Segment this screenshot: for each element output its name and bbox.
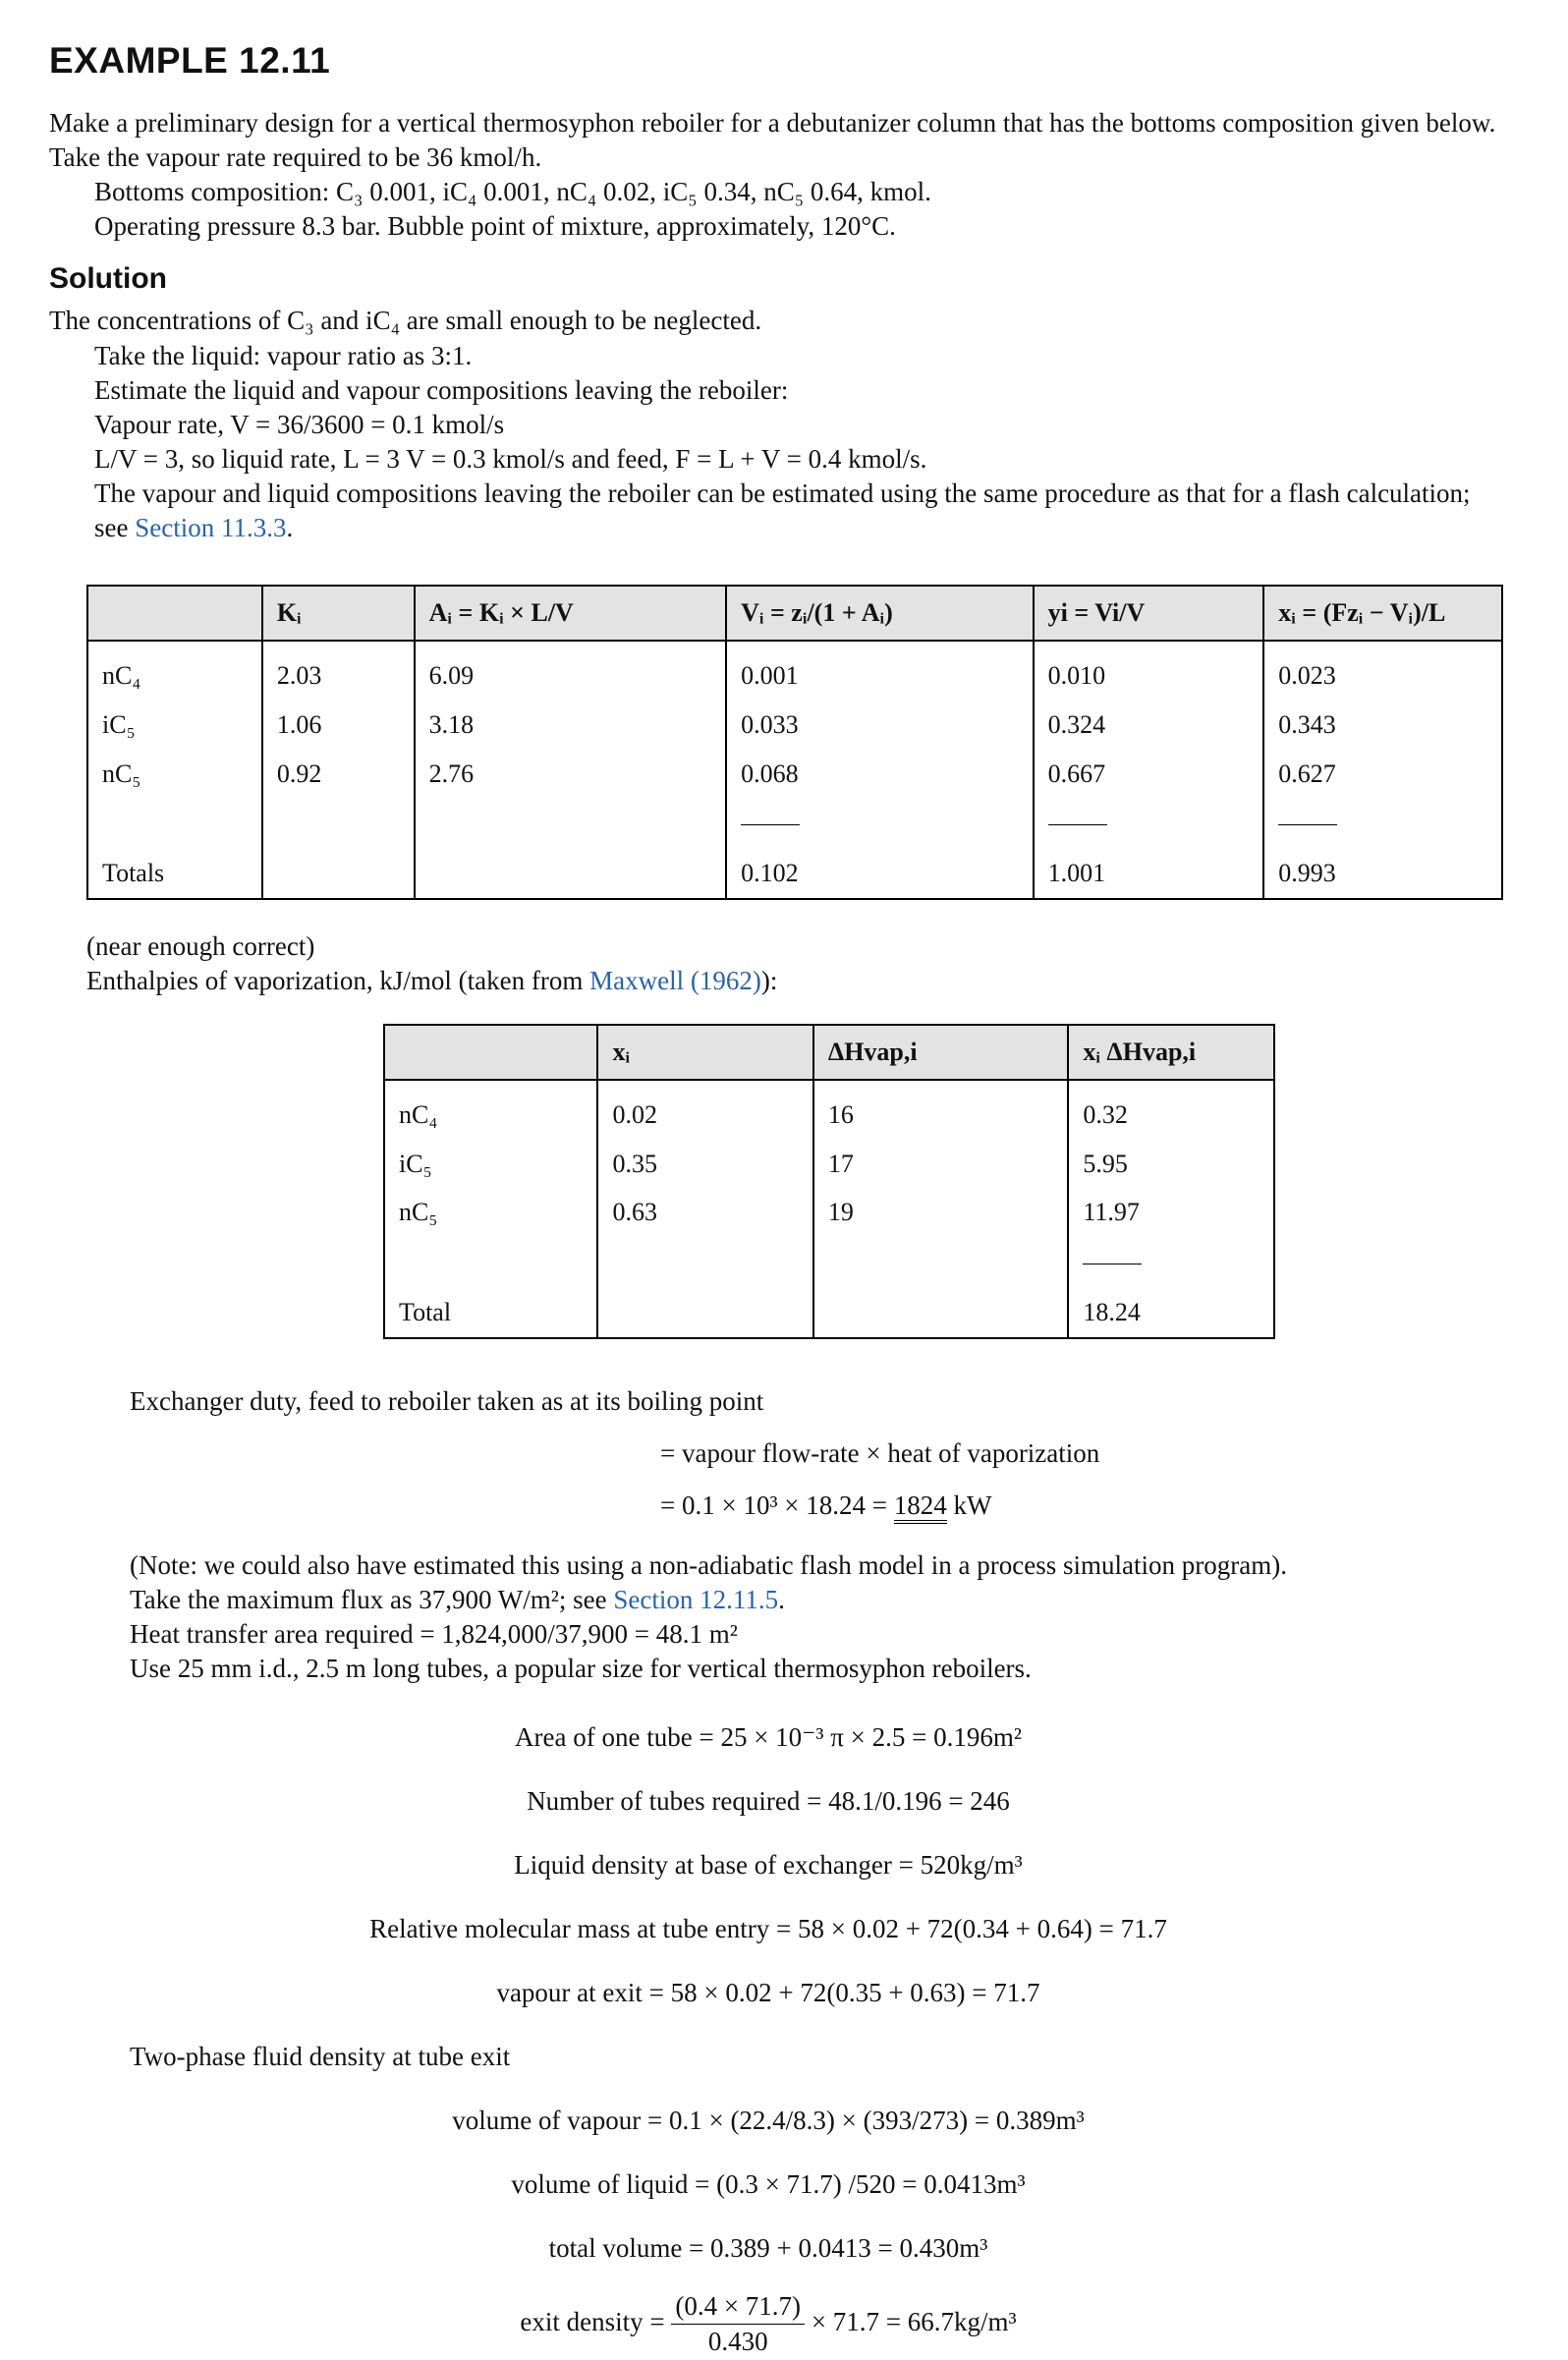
table-row <box>384 1080 1274 1140</box>
two-phase-line: Two-phase fluid density at tube exit <box>130 2042 511 2071</box>
exit-density-label: exit density = <box>520 2307 672 2337</box>
max-flux-end: . <box>778 1585 785 1615</box>
table-cell: 2.03 <box>262 641 415 701</box>
vapour-rate-line: Vapour rate, V = 36/3600 = 0.1 kmol/s <box>94 409 505 439</box>
component-cell: nC₅ <box>384 1188 597 1237</box>
liquid-density-equation: Liquid density at base of exchanger = 520kg/m³ <box>514 1849 1023 1880</box>
header-cell: xᵢ = (Fzᵢ − Vᵢ)/L <box>1263 586 1502 641</box>
table-cell: 11.97 <box>1068 1188 1274 1237</box>
solution-line-1: The concentrations of C₃ and iC₄ are small enough to be neglected. <box>49 306 762 336</box>
header-cell: Vᵢ = zᵢ/(1 + Aᵢ) <box>726 586 1034 641</box>
total-row <box>384 1286 1274 1338</box>
maxwell-1962-link[interactable]: Maxwell (1962) <box>589 966 761 995</box>
table-cell: 0.010 <box>1034 641 1264 701</box>
component-cell: iC₅ <box>87 701 262 750</box>
duty-result: 1824 <box>894 1490 947 1524</box>
component-cell: nC₅ <box>87 750 262 799</box>
table-cell: 0.068 <box>726 750 1034 799</box>
header-cell: Kᵢ <box>262 586 415 641</box>
sum-rule-row <box>87 798 1502 847</box>
exit-density-fraction <box>671 2289 805 2359</box>
max-flux-line <box>130 1583 1503 1617</box>
section-11-3-3-link[interactable]: Section 11.3.3 <box>135 513 287 543</box>
vapour-volume-equation: volume of vapour = 0.1 × (22.4/8.3) × (393/273) = 0.389m³ <box>452 2106 1085 2136</box>
header-cell: xᵢ ΔHvap,i <box>1068 1025 1274 1080</box>
enthalpy-text-end: ): <box>760 966 778 995</box>
tube-size-line: Use 25 mm i.d., 2.5 m long tubes, a popular size for vertical thermosyphon reboilers. <box>130 1654 1032 1684</box>
table-cell: 0.32 <box>1068 1080 1274 1140</box>
composition-table-header <box>87 586 1502 641</box>
solution-line-3: Estimate the liquid and vapour compositions leaving the reboiler: <box>94 374 789 405</box>
composition-table <box>86 585 1503 900</box>
table-cell: 19 <box>813 1188 1068 1237</box>
duty-equation-text: = 0.1 × 10³ × 18.24 = <box>660 1490 894 1521</box>
table-row <box>87 750 1502 799</box>
component-cell: iC₅ <box>384 1140 597 1189</box>
component-cell: nC₄ <box>87 641 262 701</box>
enthalpy-heading <box>86 964 1503 998</box>
table-cell: 3.18 <box>415 701 726 750</box>
sum-rule <box>1048 824 1107 825</box>
duty-equation-2 <box>660 1489 1503 1523</box>
duty-unit: kW <box>946 1490 992 1521</box>
table-cell: 0.343 <box>1263 701 1502 750</box>
table-cell: 2.76 <box>415 750 726 799</box>
header-cell: Aᵢ = Kᵢ × L/V <box>415 586 726 641</box>
sum-rule <box>741 824 800 825</box>
exit-density-equation <box>130 2289 1407 2359</box>
table-cell: 0.02 <box>597 1080 812 1140</box>
table-cell: 0.627 <box>1263 750 1502 799</box>
document-page <box>49 37 1503 2360</box>
header-cell: ΔHvap,i <box>813 1025 1068 1080</box>
total-cell: 0.102 <box>726 847 1034 899</box>
enthalpy-table <box>383 1024 1275 1339</box>
header-cell <box>87 586 262 641</box>
calculation-section <box>130 1384 1503 2360</box>
flash-procedure-text: The vapour and liquid compositions leaving the reboiler can be estimated using the same procedure as that for a flash calculation; see <box>94 478 1471 543</box>
duty-equation-1: = vapour flow-rate × heat of vaporization <box>660 1437 1100 1468</box>
table-row <box>384 1140 1274 1189</box>
table-cell: 0.324 <box>1034 701 1264 750</box>
table-row <box>87 641 1502 701</box>
enthalpy-table-header <box>384 1025 1274 1080</box>
totals-row <box>87 847 1502 899</box>
liquid-rate-line: L/V = 3, so liquid rate, L = 3 V = 0.3 kmol/s and feed, F = L + V = 0.4 kmol/s. <box>94 443 927 474</box>
simulation-note: (Note: we could also have estimated this using a non-adiabatic flash model in a process simulation program). <box>130 1550 1287 1581</box>
tube-area-equation: Area of one tube = 25 × 10⁻³ π × 2.5 = 0.196m² <box>515 1721 1022 1752</box>
intro-paragraph: Make a preliminary design for a vertical thermosyphon reboiler for a debutanizer column that has the bottoms composition given below. Take the vapour rate required to be 36 kmol/h. <box>49 108 1496 173</box>
table-cell: 0.023 <box>1263 641 1502 701</box>
solution-line-2: Take the liquid: vapour ratio as 3:1. <box>94 340 473 370</box>
table-cell: 5.95 <box>1068 1140 1274 1189</box>
table-cell: 6.09 <box>415 641 726 701</box>
total-cell: 18.24 <box>1068 1286 1274 1338</box>
section-12-11-5-link[interactable]: Section 12.11.5 <box>613 1585 779 1615</box>
exit-density-result: × 71.7 = 66.7kg/m³ <box>805 2307 1017 2337</box>
sum-rule-row <box>384 1237 1274 1286</box>
tube-count-equation: Number of tubes required = 48.1/0.196 = 246 <box>527 1785 1010 1816</box>
table-row <box>384 1188 1274 1237</box>
header-cell <box>384 1025 597 1080</box>
header-cell: yi = Vi/V <box>1034 586 1264 641</box>
liquid-volume-equation: volume of liquid = (0.3 × 71.7) /520 = 0.0413m³ <box>511 2169 1026 2200</box>
rmm-entry-equation: Relative molecular mass at tube entry = 58 × 0.02 + 72(0.34 + 0.64) = 71.7 <box>369 1913 1167 1943</box>
table-cell: 0.033 <box>726 701 1034 750</box>
example-title: EXAMPLE 12.11 <box>49 40 331 81</box>
total-cell: 0.993 <box>1263 847 1502 899</box>
total-volume-equation: total volume = 0.389 + 0.0413 = 0.430m³ <box>548 2233 988 2264</box>
solution-heading: Solution <box>49 262 167 296</box>
totals-label: Totals <box>87 847 262 899</box>
table-cell: 0.35 <box>597 1140 812 1189</box>
near-enough-note: (near enough correct) <box>86 930 315 961</box>
table-cell: 16 <box>813 1080 1068 1140</box>
fraction-numerator: (0.4 × 71.7) <box>671 2289 805 2325</box>
table-cell: 0.667 <box>1034 750 1264 799</box>
fraction-denominator: 0.430 <box>707 2327 768 2357</box>
total-cell: 1.001 <box>1034 847 1264 899</box>
operating-pressure: Operating pressure 8.3 bar. Bubble point of mixture, approximately, 120°C. <box>94 211 896 242</box>
component-cell: nC₄ <box>384 1080 597 1140</box>
table-cell: 0.001 <box>726 641 1034 701</box>
exchanger-duty-line: Exchanger duty, feed to reboiler taken as at its boiling point <box>130 1385 764 1416</box>
flash-procedure-end: . <box>286 513 294 543</box>
sum-rule <box>1278 824 1337 825</box>
table-cell: 17 <box>813 1140 1068 1189</box>
total-label: Total <box>384 1286 597 1338</box>
table-cell: 0.92 <box>262 750 415 799</box>
heat-transfer-area-line: Heat transfer area required = 1,824,000/37,900 = 48.1 m² <box>130 1619 738 1650</box>
max-flux-text: Take the maximum flux as 37,900 W/m²; see <box>130 1585 607 1615</box>
table-cell: 1.06 <box>262 701 415 750</box>
bottoms-composition: Bottoms composition: C₃ 0.001, iC₄ 0.001, nC₄ 0.02, iC₅ 0.34, nC₅ 0.64, kmol. <box>94 177 931 207</box>
header-cell: xᵢ <box>597 1025 812 1080</box>
flash-procedure-line <box>49 477 1503 545</box>
table-cell: 0.63 <box>597 1188 812 1237</box>
rmm-exit-equation: vapour at exit = 58 × 0.02 + 72(0.35 + 0.63) = 71.7 <box>496 1977 1040 2007</box>
enthalpy-text: Enthalpies of vaporization, kJ/mol (taken from <box>86 966 584 995</box>
table-row <box>87 701 1502 750</box>
